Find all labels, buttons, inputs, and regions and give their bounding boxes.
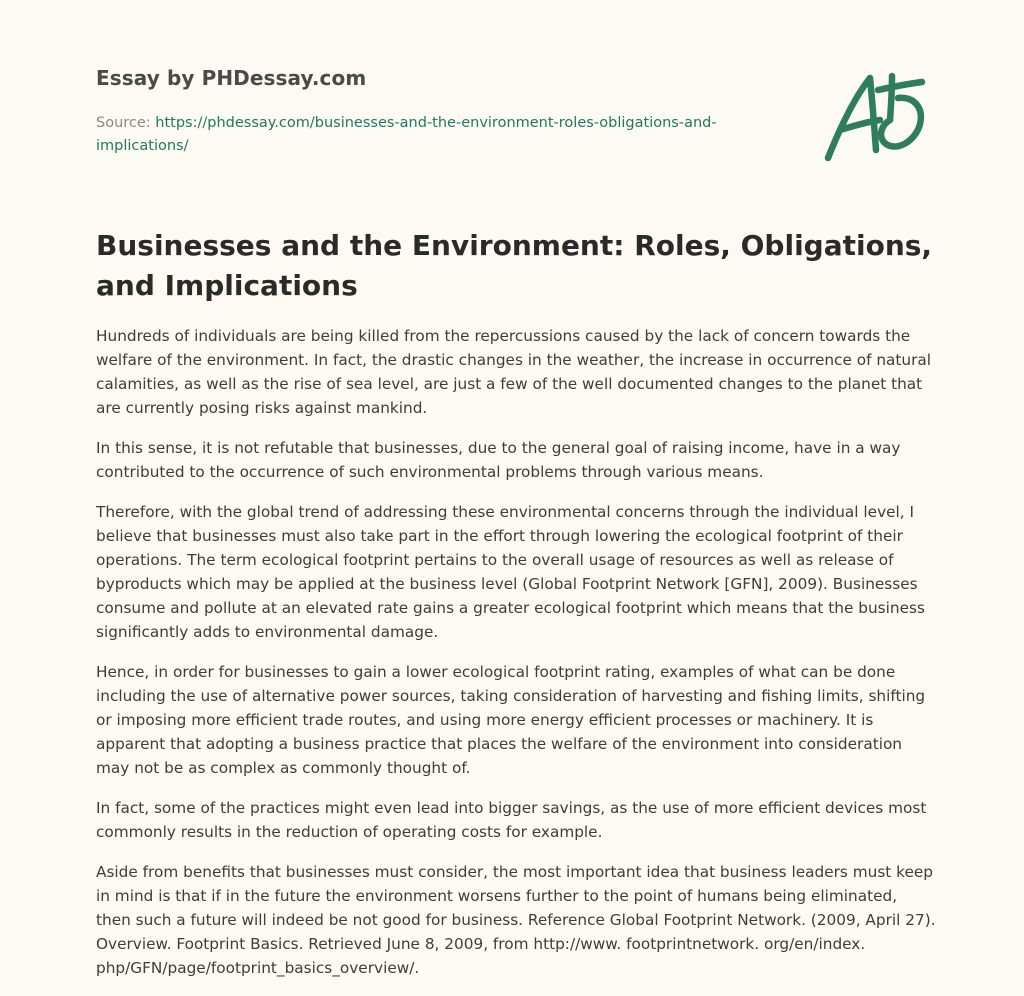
essay-paragraph: In this sense, it is not refutable that businesses, due to the general goal of raising income, have in a way contributed to the occurrence of such environmental problems through various means. [96,439,901,481]
source-label: Source: [96,115,156,131]
essay-body [96,324,936,996]
plus-horizontal-stroke [878,82,922,90]
site-brand: Essay by PHDessay.com [96,66,367,90]
plus-tail-swash [881,98,921,147]
letter-a-stroke [828,78,876,158]
essay-paragraph: Aside from benefits that businesses must consider, the most important idea that business leaders must keep in mind is that if in the future the environment worsens further to the point of humans being eliminated, then such a future will indeed be not good for business. Reference Global Footprint Network. (2009, April 27). Overview. Footprint Basics. Retrieved June 8, 2009, from http://www. footprintnetwork. org/en/index. php/GFN/page/footprint_basics_overview/. [96,863,936,977]
essay-paragraph: Hundreds of individuals are being killed from the repercussions caused by the lack of concern towards the welfare of the environment. In fact, the drastic changes in the weather, the increase in occurrence of natural calamities, as well as the rise of sea level, are just a few of the well documented changes to the planet that are currently posing risks against mankind. [96,327,932,417]
essay-paragraph: Therefore, with the global trend of addressing these environmental concerns through the individual level, I believe that businesses must also take part in the effort through lowering the ecological footprint of their operations. The term ecological footprint pertains to the overall usage of resources as well as release of byproducts which may be applied at the business level (Global Footprint Network [GFN], 2009). Businesses consume and pollute at an elevated rate gains a greater ecological footprint which means that the business significantly adds to environmental damage. [96,503,925,641]
source-link[interactable]: https://phdessay.com/businesses-and-the-environment-roles-obligations-and-implications/ [96,115,717,154]
plus-vertical-stroke [890,76,892,120]
source-line [96,112,756,158]
essay-paragraph: Hence, in order for businesses to gain a lower ecological footprint rating, examples of what can be done including the use of alternative power sources, taking consideration of harvesting and fishing limits, shifting or imposing more efficient trade routes, and using more energy efficient processes or machinery. It is apparent that adopting a business practice that places the welfare of the environment into consideration may not be as complex as commonly thought of. [96,663,926,777]
essay-paragraph: In fact, some of the practices might even lead into bigger savings, as the use of more efficient devices most commonly results in the reduction of operating costs for example. [96,799,927,841]
essay-title: Businesses and the Environment: Roles, Obligations, and Implications [96,229,933,302]
a-plus-grade-icon [818,68,930,164]
